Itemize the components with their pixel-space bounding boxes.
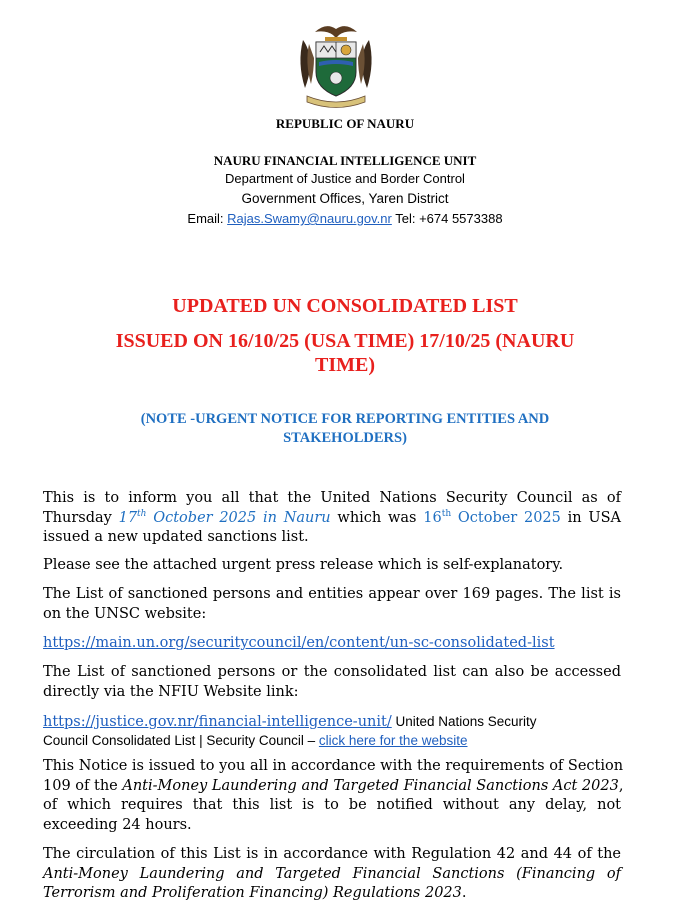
unsc-link-row bbox=[43, 634, 621, 654]
list-pages-line-1: The List of sanctioned persons and entities appear over 169 pages. The list is bbox=[43, 586, 621, 602]
title-line-1: UPDATED UN CONSOLIDATED LIST bbox=[172, 295, 518, 317]
list-pages-paragraph bbox=[43, 585, 621, 624]
nfiu-link-caption: United Nations Security bbox=[391, 714, 537, 729]
circulation-line-3: Terrorism and Proliferation Financing) Regulations 2023. bbox=[43, 885, 467, 901]
offices-text: Government Offices, Yaren District bbox=[241, 191, 449, 206]
notice-requirements-paragraph bbox=[43, 757, 624, 835]
press-release-paragraph: Please see the attached urgent press release which is self-explanatory. bbox=[43, 557, 564, 573]
nauru-coat-of-arms-icon bbox=[293, 18, 379, 110]
circulation-line-2: Anti-Money Laundering and Targeted Financial Sanctions (Financing of bbox=[43, 865, 621, 882]
contact-line bbox=[0, 211, 690, 226]
usa-date: 16th October 2025 bbox=[423, 508, 561, 526]
list-pages-line-2: on the UNSC website: bbox=[43, 605, 207, 622]
intro-paragraph bbox=[43, 489, 621, 548]
nfiu-link-block bbox=[43, 712, 621, 750]
department-text: Department of Justice and Border Control bbox=[225, 171, 465, 186]
circulation-paragraph bbox=[43, 845, 621, 904]
note-line-1: (NOTE -URGENT NOTICE FOR REPORTING ENTITIES AND bbox=[140, 411, 550, 427]
notice-line-1: This Notice is issued to you all in accordance with the requirements of Section bbox=[43, 758, 624, 774]
nfiu-link-caption-2: Council Consolidated List | Security Council – bbox=[43, 733, 319, 748]
nfiu-access-line-1: The List of sanctioned persons or the consolidated list can also be accessed bbox=[43, 664, 621, 680]
circulation-line-1: The circulation of this List is in accordance with Regulation 42 and 44 of the bbox=[43, 846, 621, 862]
nauru-date: 17th October 2025 in Nauru bbox=[118, 508, 331, 526]
nfiu-website-link[interactable]: https://justice.gov.nr/financial-intelligence-unit/ bbox=[43, 714, 392, 730]
email-label: Email: bbox=[187, 211, 228, 226]
unit-heading: NAURU FINANCIAL INTELLIGENCE UNIT bbox=[213, 153, 477, 168]
title-line-3: TIME) bbox=[315, 354, 375, 376]
notice-line-2: 109 of the Anti-Money Laundering and Targeted Financial Sanctions Act 2023, bbox=[43, 777, 624, 794]
country-heading: REPUBLIC OF NAURU bbox=[275, 116, 415, 131]
intro-line-1: This is to inform you all that the United Nations Security Council as of bbox=[43, 490, 621, 506]
unsc-consolidated-list-link[interactable]: https://main.un.org/securitycouncil/en/content/un-sc-consolidated-list bbox=[43, 635, 555, 651]
intro-line-2: Thursday 17th October 2025 in Nauru which was 16th October 2025 in USA bbox=[43, 508, 621, 526]
nfiu-access-paragraph bbox=[43, 663, 621, 702]
nfiu-access-line-2: directly via the NFIU Website link: bbox=[43, 683, 299, 700]
email-link[interactable]: Rajas.Swamy@nauru.gov.nr bbox=[227, 211, 392, 226]
telephone-text: Tel: +674 5573388 bbox=[391, 211, 503, 226]
title-line-2: ISSUED ON 16/10/25 (USA TIME) 17/10/25 (NAURU bbox=[115, 330, 575, 352]
act-title: Anti-Money Laundering and Targeted Financial Sanctions Act 2023 bbox=[122, 777, 619, 794]
note-line-2: STAKEHOLDERS) bbox=[283, 430, 407, 446]
notice-line-3: of which requires that this list is to be notified without any delay, not bbox=[43, 797, 621, 813]
click-here-link[interactable]: click here for the website bbox=[318, 733, 468, 748]
notice-line-4: exceeding 24 hours. bbox=[43, 816, 192, 833]
intro-line-3: issued a new updated sanctions list. bbox=[43, 529, 309, 545]
